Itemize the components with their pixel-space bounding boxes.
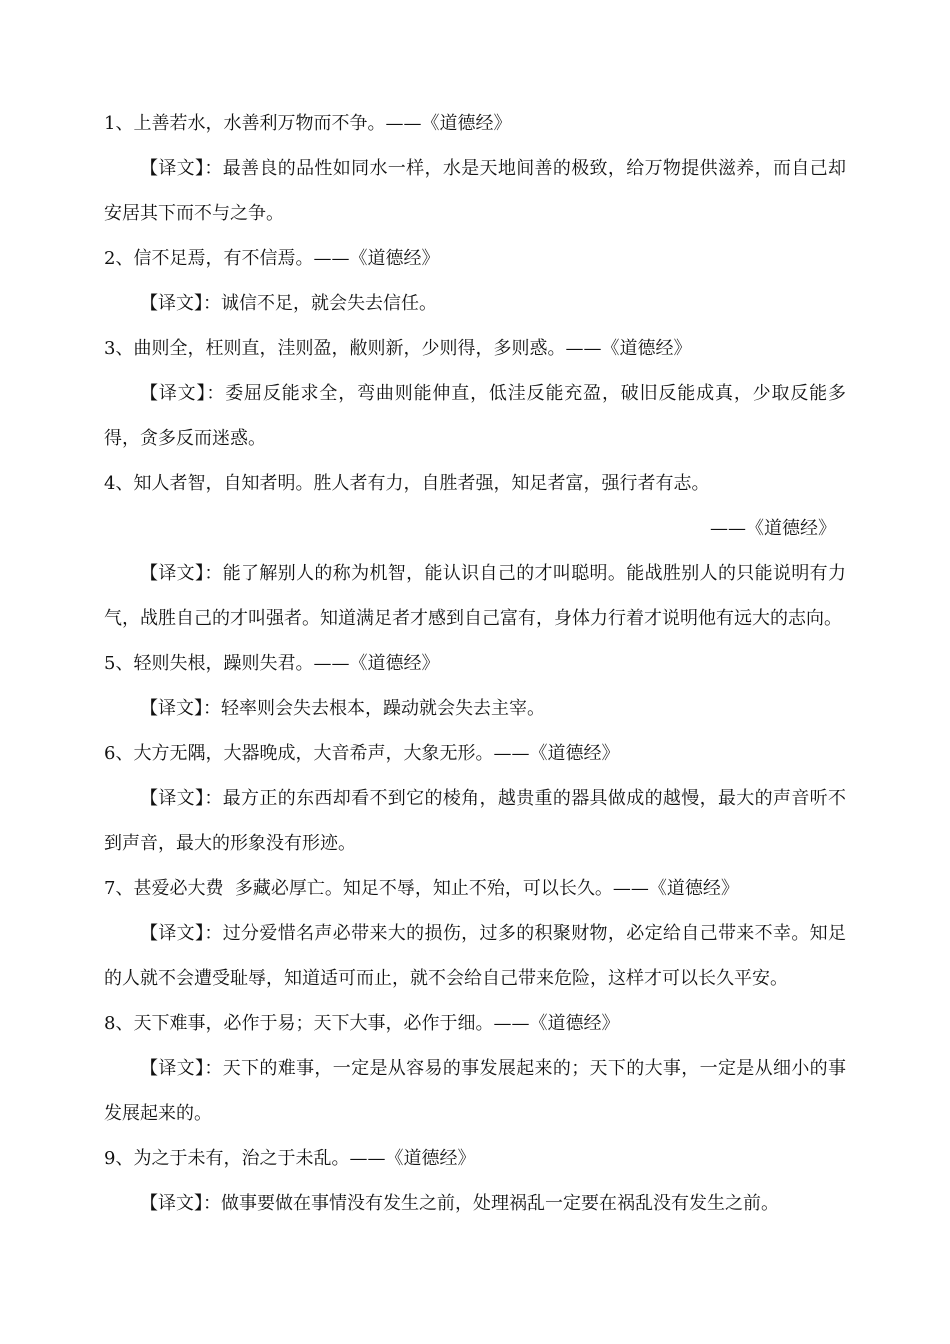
translation-label: 【译文】： bbox=[140, 1058, 223, 1079]
translation-label: 【译文】： bbox=[140, 158, 223, 179]
quote-line: 7、甚爱必大费 多藏必厚亡。知足不辱，知止不殆，可以长久。——《道德经》 bbox=[104, 878, 739, 899]
entry-7 bbox=[104, 866, 846, 1001]
entry-3 bbox=[104, 326, 846, 461]
entry-9 bbox=[104, 1136, 846, 1226]
translation-text: 能了解别人的称为机智，能认识自己的才叫聪明。能战胜别人的只能说明有力气，战胜自己的才叫强者。知道满足者才感到自己富有，身体力行着才说明他有远大的志向。 bbox=[104, 563, 847, 629]
entry-4 bbox=[104, 461, 846, 641]
translation-paragraph bbox=[104, 146, 846, 236]
quote-line: 6、大方无隅，大器晚成，大音希声，大象无形。——《道德经》 bbox=[104, 743, 620, 764]
translation-text: 委屈反能求全，弯曲则能伸直，低洼反能充盈，破旧反能成真，少取反能多得，贪多反而迷惑。 bbox=[104, 383, 847, 449]
translation-paragraph bbox=[104, 776, 846, 866]
translation-text: 最善良的品性如同水一样，水是天地间善的极致，给万物提供滋养，而自己却安居其下而不与之争。 bbox=[104, 158, 847, 224]
translation-label: 【译文】： bbox=[140, 923, 223, 944]
translation-paragraph bbox=[104, 371, 846, 461]
quote-line: 5、轻则失根，躁则失君。——《道德经》 bbox=[104, 653, 440, 674]
translation-paragraph bbox=[104, 911, 846, 1001]
quote-line: 4、知人者智，自知者明。胜人者有力，自胜者强，知足者富，强行者有志。 bbox=[104, 473, 710, 494]
translation-paragraph bbox=[104, 281, 846, 326]
translation-text: 天下的难事，一定是从容易的事发展起来的；天下的大事，一定是从细小的事发展起来的。 bbox=[104, 1058, 847, 1124]
translation-paragraph bbox=[104, 1181, 846, 1226]
translation-text: 做事要做在事情没有发生之前，处理祸乱一定要在祸乱没有发生之前。 bbox=[221, 1193, 779, 1214]
entry-6 bbox=[104, 731, 846, 866]
translation-paragraph bbox=[104, 686, 846, 731]
quote-line: 8、天下难事，必作于易；天下大事，必作于细。——《道德经》 bbox=[104, 1013, 620, 1034]
translation-paragraph bbox=[104, 551, 846, 641]
translation-label: 【译文】： bbox=[140, 563, 223, 584]
translation-paragraph bbox=[104, 1046, 846, 1136]
translation-label: 【译文】： bbox=[140, 1193, 221, 1214]
entry-1 bbox=[104, 101, 846, 236]
entry-2 bbox=[104, 236, 846, 326]
entry-5 bbox=[104, 641, 846, 731]
quote-line: 1、上善若水，水善利万物而不争。——《道德经》 bbox=[104, 113, 512, 134]
document-page bbox=[104, 101, 846, 1226]
translation-text: 诚信不足，就会失去信任。 bbox=[221, 293, 437, 314]
translation-text: 最方正的东西却看不到它的棱角，越贵重的器具做成的越慢，最大的声音听不到声音，最大的形象没有形迹。 bbox=[104, 788, 847, 854]
quote-line: 2、信不足焉，有不信焉。——《道德经》 bbox=[104, 248, 440, 269]
translation-label: 【译文】： bbox=[140, 383, 226, 404]
translation-label: 【译文】： bbox=[140, 698, 221, 719]
quote-line: 3、曲则全，枉则直，洼则盈，敝则新，少则得，多则惑。——《道德经》 bbox=[104, 338, 692, 359]
quote-line: 9、为之于未有，治之于未乱。——《道德经》 bbox=[104, 1148, 476, 1169]
translation-text: 轻率则会失去根本，躁动就会失去主宰。 bbox=[221, 698, 545, 719]
translation-label: 【译文】： bbox=[140, 293, 221, 314]
translation-label: 【译文】： bbox=[140, 788, 223, 809]
quote-source: ——《道德经》 bbox=[710, 518, 836, 539]
translation-text: 过分爱惜名声必带来大的损伤，过多的积聚财物，必定给自己带来不幸。知足的人就不会遭受耻辱，知道适可而止，就不会给自己带来危险，这样才可以长久平安。 bbox=[104, 923, 847, 989]
entry-8 bbox=[104, 1001, 846, 1136]
